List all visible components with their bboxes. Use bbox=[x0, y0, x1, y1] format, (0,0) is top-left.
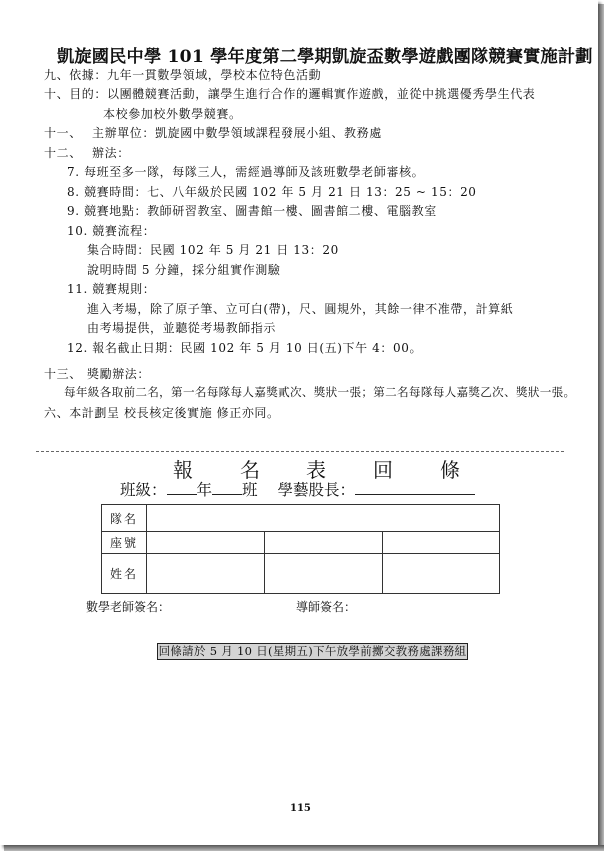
section-purpose: 十、目的：以團體競賽活動，讓學生進行合作的邏輯實作遊戲，並從中挑選優秀學生代表 bbox=[44, 87, 536, 101]
section-rewards: 獎勵辦法： bbox=[87, 367, 151, 381]
section-approval: 六、本計劃呈 校長核定後實施 修正亦同。 bbox=[44, 406, 280, 420]
name-cell[interactable] bbox=[147, 554, 265, 594]
form-title-char: 條 bbox=[440, 458, 460, 482]
page-number: 115 bbox=[290, 803, 311, 814]
section-methods: 辦法： bbox=[92, 146, 130, 160]
homeroom-teacher-signature: 導師簽名： bbox=[296, 600, 357, 614]
seat-no-cell[interactable] bbox=[383, 532, 500, 554]
name-label: 姓名 bbox=[102, 554, 147, 594]
section-rewards-num: 十三、 bbox=[44, 367, 82, 381]
section-basis: 九、依據：九年一貫數學領域，學校本位特色活動 bbox=[44, 68, 322, 82]
section-methods-num: 十二、 bbox=[44, 146, 82, 160]
section-organizer-num: 十一、 bbox=[44, 126, 82, 140]
form-title-char: 名 bbox=[240, 458, 260, 482]
section-purpose-cont: 本校參加校外數學競賽。 bbox=[103, 107, 242, 121]
section-organizer: 主辦單位：凱旋國中數學領域課程發展小組、教務處 bbox=[92, 126, 382, 140]
form-title-char: 表 bbox=[306, 458, 326, 482]
year-label: 年 bbox=[196, 481, 213, 499]
rule-11-entry: 進入考場，除了原子筆、立可白(帶)，尺、圓規外，其餘一律不准帶，計算紙 bbox=[87, 302, 514, 316]
class-line bbox=[120, 478, 475, 500]
math-teacher-signature: 數學老師簽名： bbox=[86, 600, 171, 614]
name-cell[interactable] bbox=[383, 554, 500, 594]
seat-no-label: 座號 bbox=[102, 532, 147, 554]
grade-blank[interactable] bbox=[167, 480, 197, 495]
rewards-detail: 每年級各取前二名，第一名每隊每人嘉獎貳次、獎狀一張；第二名每隊每人嘉獎乙次、獎狀一張。 bbox=[64, 385, 576, 399]
team-name-label: 隊名 bbox=[102, 505, 147, 532]
page-shadow-right bbox=[598, 4, 604, 851]
rule-11-instructions: 由考場提供，並聽從考場教師指示 bbox=[87, 321, 277, 335]
form-title-char: 報 bbox=[173, 458, 193, 482]
rule-10: 10. 競賽流程： bbox=[67, 224, 156, 238]
class-blank[interactable] bbox=[212, 480, 242, 495]
leader-label: 學藝股長： bbox=[277, 481, 356, 499]
document-title: 凱旋國民中學 101 學年度第二學期凱旋盃數學遊戲團隊競賽實施計劃 bbox=[57, 47, 593, 67]
form-title-char: 回 bbox=[373, 458, 393, 482]
rule-11: 11. 競賽規則： bbox=[67, 282, 156, 296]
name-cell[interactable] bbox=[265, 554, 383, 594]
rule-10-assembly: 集合時間：民國 102 年 5 月 21 日 13：20 bbox=[87, 243, 339, 257]
rule-8: 8. 競賽時間：七、八年級於民國 102 年 5 月 21 日 13：25 ~ 15：20 bbox=[67, 185, 477, 199]
team-name-cell[interactable] bbox=[147, 505, 500, 532]
class-label: 班級： bbox=[120, 481, 167, 499]
rule-12: 12. 報名截止日期：民國 102 年 5 月 10 日(五)下午 4：00。 bbox=[67, 341, 423, 355]
rule-10-briefing: 說明時間 5 分鐘，採分組實作測驗 bbox=[87, 263, 281, 277]
registration-table bbox=[101, 504, 500, 594]
class-suffix: 班 bbox=[242, 481, 258, 499]
seat-no-cell[interactable] bbox=[265, 532, 383, 554]
form-title bbox=[0, 454, 598, 482]
cut-line bbox=[36, 451, 564, 452]
leader-blank[interactable] bbox=[355, 480, 475, 495]
rule-7: 7. 每班至多一隊，每隊三人，需經過導師及該班數學老師審核。 bbox=[67, 165, 425, 179]
page-shadow-bottom bbox=[4, 845, 604, 851]
seat-no-cell[interactable] bbox=[147, 532, 265, 554]
submission-note: 回條請於 5 月 10 日(星期五)下午放學前擲交教務處課務組 bbox=[158, 644, 467, 658]
rule-9: 9. 競賽地點：教師研習教室、圖書館一樓、圖書館二樓、電腦教室 bbox=[67, 204, 437, 218]
